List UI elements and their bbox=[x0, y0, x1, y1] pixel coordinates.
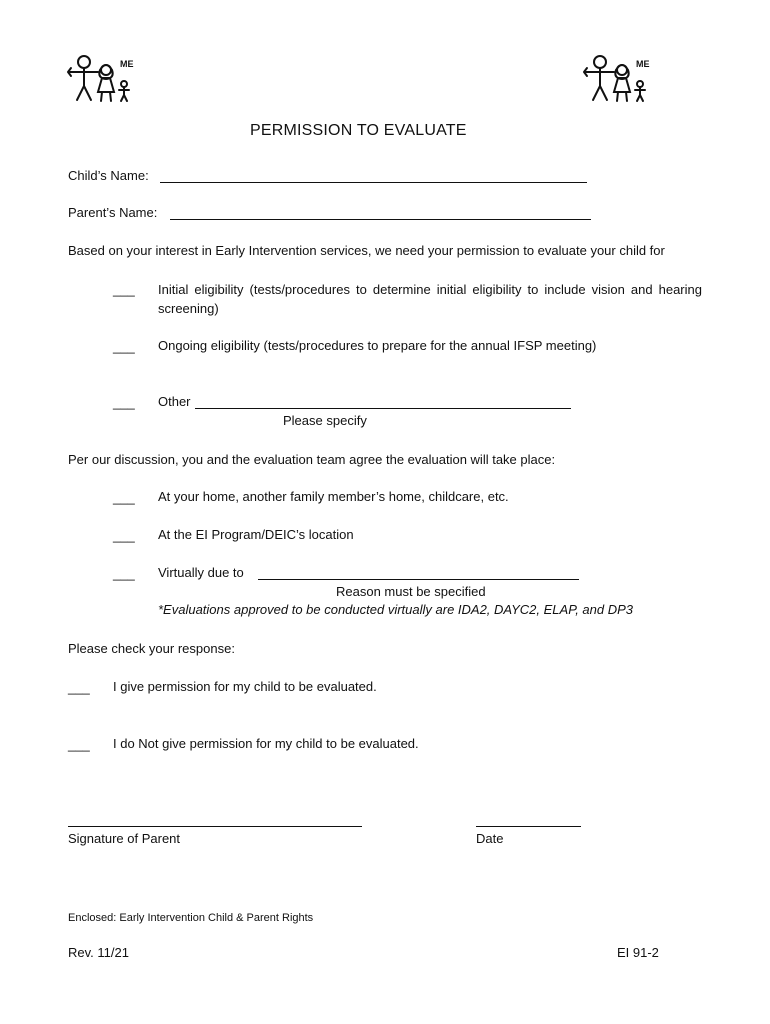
program-checkbox[interactable]: ___ bbox=[113, 528, 135, 543]
date-label: Date bbox=[476, 831, 504, 846]
revision-label: Rev. 11/21 bbox=[68, 945, 129, 960]
logo-me-label: ME bbox=[120, 59, 134, 69]
ongoing-eligibility-text: Ongoing eligibility (tests/procedures to prepare for the annual IFSP meeting) bbox=[158, 338, 597, 353]
virtual-checkbox[interactable]: ___ bbox=[113, 566, 135, 581]
home-checkbox[interactable]: ___ bbox=[113, 490, 135, 505]
virtual-note: *Evaluations approved to be conducted virtually are IDA2, DAYC2, ELAP, and DP3 bbox=[158, 602, 634, 617]
child-name-label: Child’s Name: bbox=[68, 168, 149, 183]
response-intro: Please check your response: bbox=[68, 641, 235, 656]
deny-permission-checkbox[interactable]: ___ bbox=[68, 737, 90, 752]
family-drawing-logo-left bbox=[64, 50, 142, 106]
other-specify-hint: Please specify bbox=[283, 413, 367, 428]
parent-name-field[interactable] bbox=[170, 219, 591, 220]
initial-eligibility-text: Initial eligibility (tests/procedures to determine initial eligibility to include vision and hearing screening) bbox=[158, 282, 702, 316]
intro-text: Based on your interest in Early Intervention services, we need your permission to evaluate your child for bbox=[68, 243, 665, 258]
other-label: Other bbox=[158, 394, 191, 409]
parent-signature-label: Signature of Parent bbox=[68, 831, 181, 846]
deny-permission-text: I do Not give permission for my child to be evaluated. bbox=[113, 736, 419, 751]
program-text: At the EI Program/DEIC’s location bbox=[158, 527, 354, 542]
form-id: EI 91-2 bbox=[617, 945, 659, 960]
child-name-field[interactable] bbox=[160, 182, 587, 183]
other-specify-field[interactable] bbox=[195, 408, 571, 409]
ongoing-eligibility-checkbox[interactable]: ___ bbox=[113, 339, 135, 354]
give-permission-text: I give permission for my child to be evaluated. bbox=[113, 679, 377, 694]
date-field[interactable] bbox=[476, 826, 581, 827]
other-checkbox[interactable]: ___ bbox=[113, 395, 135, 410]
location-intro: Per our discussion, you and the evaluation team agree the evaluation will take place: bbox=[68, 452, 556, 467]
initial-eligibility-checkbox[interactable]: ___ bbox=[113, 282, 135, 297]
virtual-label: Virtually due to bbox=[158, 565, 244, 580]
home-text: At your home, another family member’s home, childcare, etc. bbox=[158, 489, 509, 504]
logo-me-label: ME bbox=[636, 59, 650, 69]
family-drawing-logo-right bbox=[580, 50, 658, 106]
parent-name-label: Parent’s Name: bbox=[68, 205, 158, 220]
give-permission-checkbox[interactable]: ___ bbox=[68, 680, 90, 695]
page-title: PERMISSION TO EVALUATE bbox=[250, 122, 467, 139]
virtual-reason-hint: Reason must be specified bbox=[336, 584, 486, 599]
enclosed-note: Enclosed: Early Intervention Child & Parent Rights bbox=[68, 912, 314, 924]
virtual-reason-field[interactable] bbox=[258, 579, 579, 580]
parent-signature-field[interactable] bbox=[68, 826, 362, 827]
